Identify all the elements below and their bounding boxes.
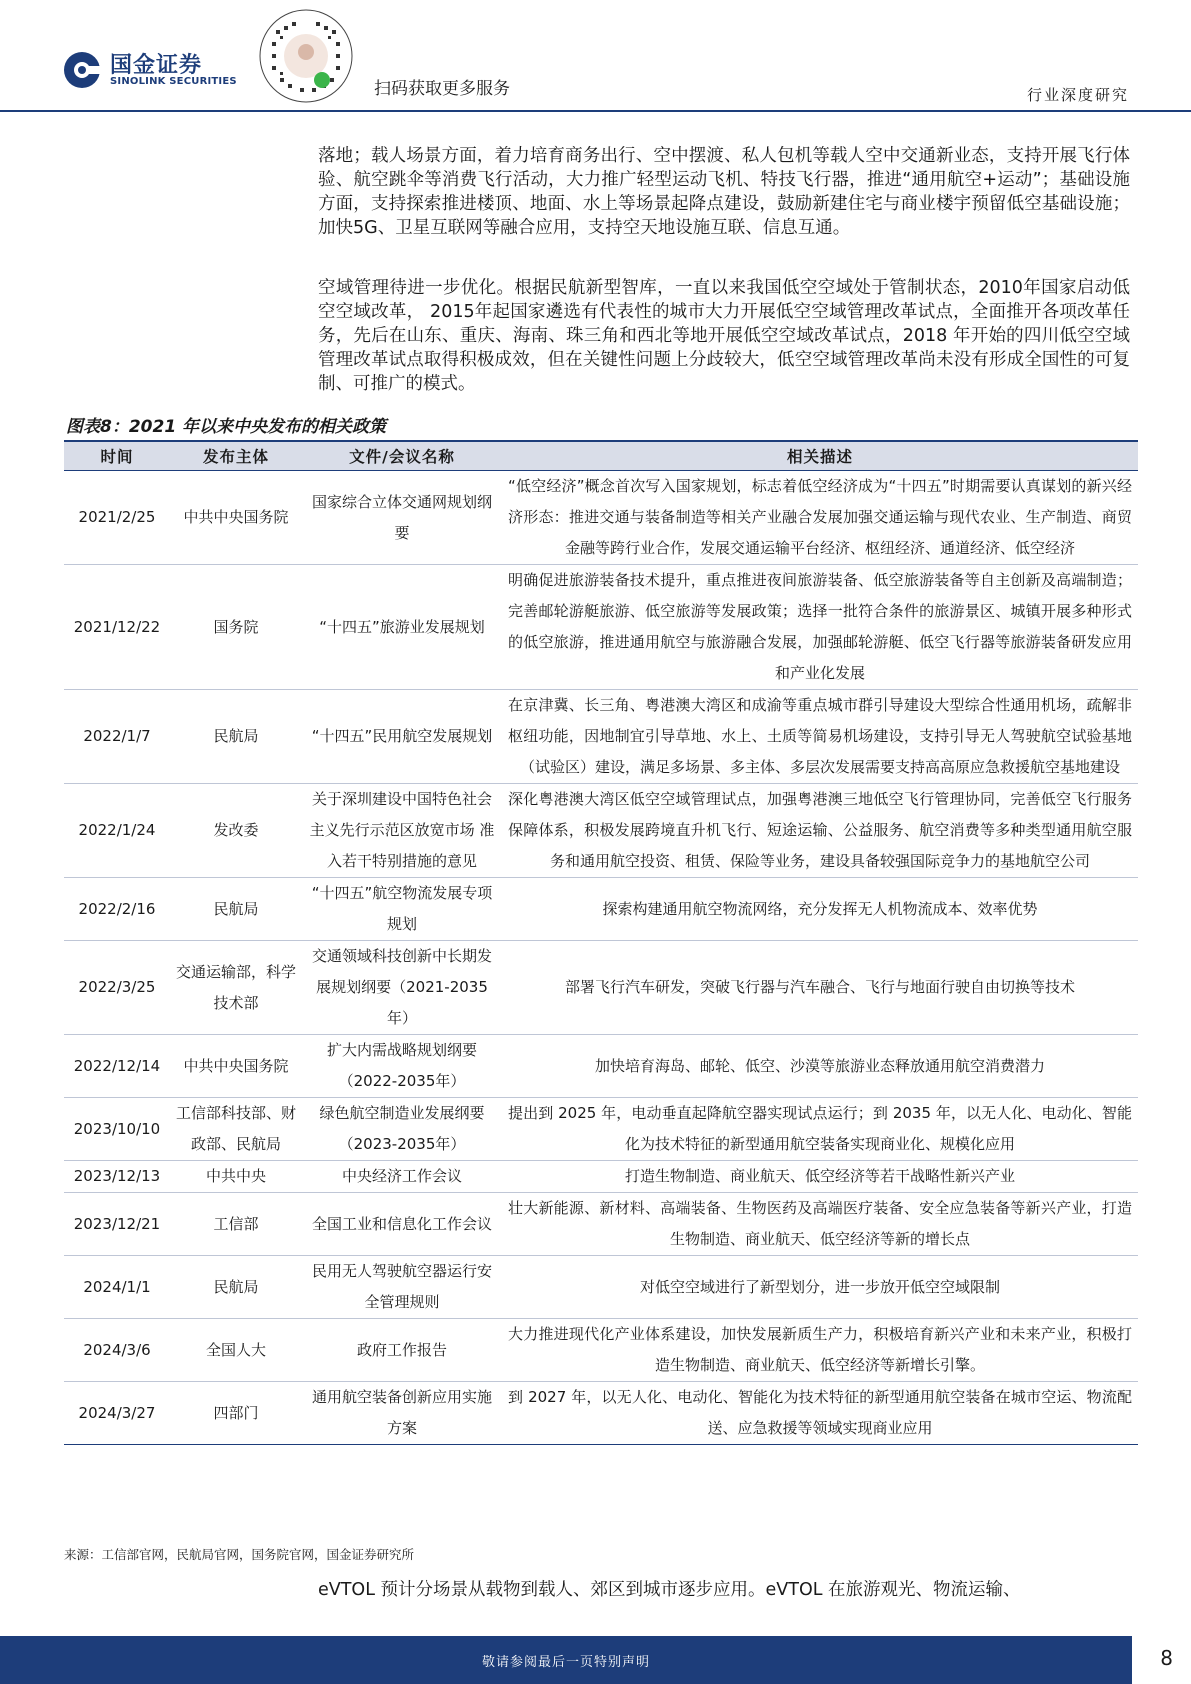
- cell-issuer: 中共中央: [170, 1161, 302, 1193]
- qr-label: 扫码获取更多服务: [374, 79, 510, 99]
- table-row: [64, 941, 1138, 1035]
- page-footer: [0, 1636, 1191, 1684]
- cell-issuer: 全国人大: [170, 1319, 302, 1382]
- cell-date: 2023/12/13: [64, 1161, 170, 1193]
- cell-description: 在京津冀、长三角、粤港澳大湾区和成渝等重点城市群引导建设大型综合性通用机场，疏解非枢纽功能，因地制宜引导草地、水上、土质等简易机场建设，支持引导无人驾驶航空试验基地（试验区）建设，满足多场景、多主体、多层次发展需要支持高高原应急救援航空基地建设: [502, 690, 1138, 784]
- cell-issuer: 民航局: [170, 690, 302, 784]
- table-row: [64, 1098, 1138, 1161]
- footer-bar: [0, 1636, 1132, 1684]
- paragraph-airspace: 空域管理待进一步优化。根据民航新型智库，一直以来我国低空空域处于管制状态，2010年国家启动低空空域改革， 2015年起国家遴选有代表性的城市大力开展低空空域管理改革试点，全面推开各项改革任务，先后在山东、重庆、海南、珠三角和西北等地开展低空空域改革试点，2018 年开始的四川低空空域管理改革试点取得积极成效，但在关键性问题上分歧较大，低空空域管理改革尚未没有形成全国性的可复制、可推广的模式。: [318, 278, 1130, 394]
- cell-date: 2023/12/21: [64, 1193, 170, 1256]
- cell-issuer: 民航局: [170, 1256, 302, 1319]
- paragraph-scenarios: 落地；载人场景方面，着力培育商务出行、空中摆渡、私人包机等载人空中交通新业态，支持开展飞行体验、航空跳伞等消费飞行活动，大力推广轻型运动飞机、特技飞行器，推进“通用航空+运动”；基础设施方面，支持探索推进楼顶、地面、水上等场景起降点建设，鼓励新建住宅与商业楼宇预留低空基础设施；加快5G、卫星互联网等融合应用，支持空天地设施互联、信息互通。: [318, 146, 1130, 238]
- cell-document: “十四五”民用航空发展规划: [302, 690, 502, 784]
- qr-code-icon[interactable]: [258, 8, 354, 104]
- cell-description: 加快培育海岛、邮轮、低空、沙漠等旅游业态释放通用航空消费潜力: [502, 1035, 1138, 1098]
- table-row: [64, 784, 1138, 878]
- table-header-row: [64, 441, 1138, 471]
- cell-description: 大力推进现代化产业体系建设，加快发展新质生产力，积极培育新兴产业和未来产业，积极打造生物制造、商业航天、低空经济等新增长引擎。: [502, 1319, 1138, 1382]
- cell-description: 提出到 2025 年，电动垂直起降航空器实现试点运行；到 2035 年，以无人化、电动化、智能化为技术特征的新型通用航空装备实现商业化、规模化应用: [502, 1098, 1138, 1161]
- cell-document: 中央经济工作会议: [302, 1161, 502, 1193]
- cell-date: 2022/1/24: [64, 784, 170, 878]
- cell-issuer: 民航局: [170, 878, 302, 941]
- header-document: 文件/会议名称: [302, 441, 502, 471]
- cell-issuer: 国务院: [170, 565, 302, 690]
- page-number: 8: [1160, 1646, 1173, 1670]
- table-row: [64, 1319, 1138, 1382]
- cell-date: 2021/12/22: [64, 565, 170, 690]
- brand-name-cn: 国金证券: [110, 53, 203, 78]
- cell-date: 2024/1/1: [64, 1256, 170, 1319]
- cell-document: 绿色航空制造业发展纲要（2023-2035年）: [302, 1098, 502, 1161]
- cell-document: “十四五”航空物流发展专项规划: [302, 878, 502, 941]
- header-issuer: 发布主体: [170, 441, 302, 471]
- footer-disclaimer[interactable]: 敬请参阅最后一页特别声明: [481, 1655, 650, 1670]
- cell-description: 明确促进旅游装备技术提升，重点推进夜间旅游装备、低空旅游装备等自主创新及高端制造；完善邮轮游艇旅游、低空旅游等发展政策；选择一批符合条件的旅游景区、城镇开展多种形式的低空旅游，推进通用航空与旅游融合发展，加强邮轮游艇、低空飞行器等旅游装备研发应用和产业化发展: [502, 565, 1138, 690]
- cell-date: 2022/1/7: [64, 690, 170, 784]
- cell-document: 国家综合立体交通网规划纲要: [302, 471, 502, 565]
- page-header: [0, 0, 1191, 112]
- cell-date: 2024/3/27: [64, 1382, 170, 1445]
- brand-name-en: SINOLINK SECURITIES: [110, 76, 237, 87]
- cell-description: 打造生物制造、商业航天、低空经济等若干战略性新兴产业: [502, 1161, 1138, 1193]
- table-source: 来源：工信部官网，民航局官网，国务院官网，国金证券研究所: [64, 1547, 415, 1562]
- cell-document: 政府工作报告: [302, 1319, 502, 1382]
- header-divider: [0, 110, 1191, 112]
- cell-document: “十四五”旅游业发展规划: [302, 565, 502, 690]
- cell-issuer: 发改委: [170, 784, 302, 878]
- table-row: [64, 565, 1138, 690]
- policy-table: [64, 440, 1138, 1445]
- cell-document: 通用航空装备创新应用实施方案: [302, 1382, 502, 1445]
- paragraph-evtol: eVTOL 预计分场景从载物到载人、郊区到城市逐步应用。eVTOL 在旅游观光、物流运输、: [318, 1580, 1021, 1600]
- cell-issuer: 中共中央国务院: [170, 1035, 302, 1098]
- header-description: 相关描述: [502, 441, 1138, 471]
- cell-document: 民用无人驾驶航空器运行安全管理规则: [302, 1256, 502, 1319]
- cell-document: 全国工业和信息化工作会议: [302, 1193, 502, 1256]
- table-row: [64, 1193, 1138, 1256]
- cell-description: 对低空空域进行了新型划分，进一步放开低空空域限制: [502, 1256, 1138, 1319]
- cell-document: 扩大内需战略规划纲要（2022-2035年）: [302, 1035, 502, 1098]
- table-row: [64, 471, 1138, 565]
- header-date: 时间: [64, 441, 170, 471]
- table-row: [64, 1256, 1138, 1319]
- cell-description: 探索构建通用航空物流网络，充分发挥无人机物流成本、效率优势: [502, 878, 1138, 941]
- cell-date: 2021/2/25: [64, 471, 170, 565]
- cell-date: 2022/2/16: [64, 878, 170, 941]
- brand-logo-icon: [62, 50, 102, 90]
- report-category: 行业深度研究: [1026, 86, 1129, 104]
- cell-description: 壮大新能源、新材料、高端装备、生物医药及高端医疗装备、安全应急装备等新兴产业，打造生物制造、商业航天、低空经济等新的增长点: [502, 1193, 1138, 1256]
- cell-document: 交通领域科技创新中长期发展规划纲要（2021-2035年）: [302, 941, 502, 1035]
- cell-description: “低空经济”概念首次写入国家规划，标志着低空经济成为“十四五”时期需要认真谋划的新兴经济形态：推进交通与装备制造等相关产业融合发展加强交通运输与现代农业、生产制造、商贸金融等跨行业合作，发展交通运输平台经济、枢纽经济、通道经济、低空经济: [502, 471, 1138, 565]
- cell-issuer: 中共中央国务院: [170, 471, 302, 565]
- table-row: [64, 690, 1138, 784]
- cell-document: 关于深圳建设中国特色社会主义先行示范区放宽市场 准入若干特别措施的意见: [302, 784, 502, 878]
- cell-description: 部署飞行汽车研发，突破飞行器与汽车融合、飞行与地面行驶自由切换等技术: [502, 941, 1138, 1035]
- cell-date: 2022/12/14: [64, 1035, 170, 1098]
- cell-issuer: 交通运输部，科学技术部: [170, 941, 302, 1035]
- cell-issuer: 工信部: [170, 1193, 302, 1256]
- cell-description: 深化粤港澳大湾区低空空域管理试点，加强粤港澳三地低空飞行管理协同，完善低空飞行服务保障体系，积极发展跨境直升机飞行、短途运输、公益服务、航空消费等多种类型通用航空服务和通用航空投资、租赁、保险等业务，建设具备较强国际竞争力的基地航空公司: [502, 784, 1138, 878]
- table-row: [64, 1161, 1138, 1193]
- cell-issuer: 工信部科技部、财政部、民航局: [170, 1098, 302, 1161]
- table-row: [64, 1035, 1138, 1098]
- cell-date: 2022/3/25: [64, 941, 170, 1035]
- table-row: [64, 878, 1138, 941]
- table-row: [64, 1382, 1138, 1445]
- cell-date: 2023/10/10: [64, 1098, 170, 1161]
- cell-description: 到 2027 年，以无人化、电动化、智能化为技术特征的新型通用航空装备在城市空运、物流配送、应急救援等领域实现商业应用: [502, 1382, 1138, 1445]
- cell-issuer: 四部门: [170, 1382, 302, 1445]
- figure-title: 图表8：2021 年以来中央发布的相关政策: [66, 417, 387, 437]
- cell-date: 2024/3/6: [64, 1319, 170, 1382]
